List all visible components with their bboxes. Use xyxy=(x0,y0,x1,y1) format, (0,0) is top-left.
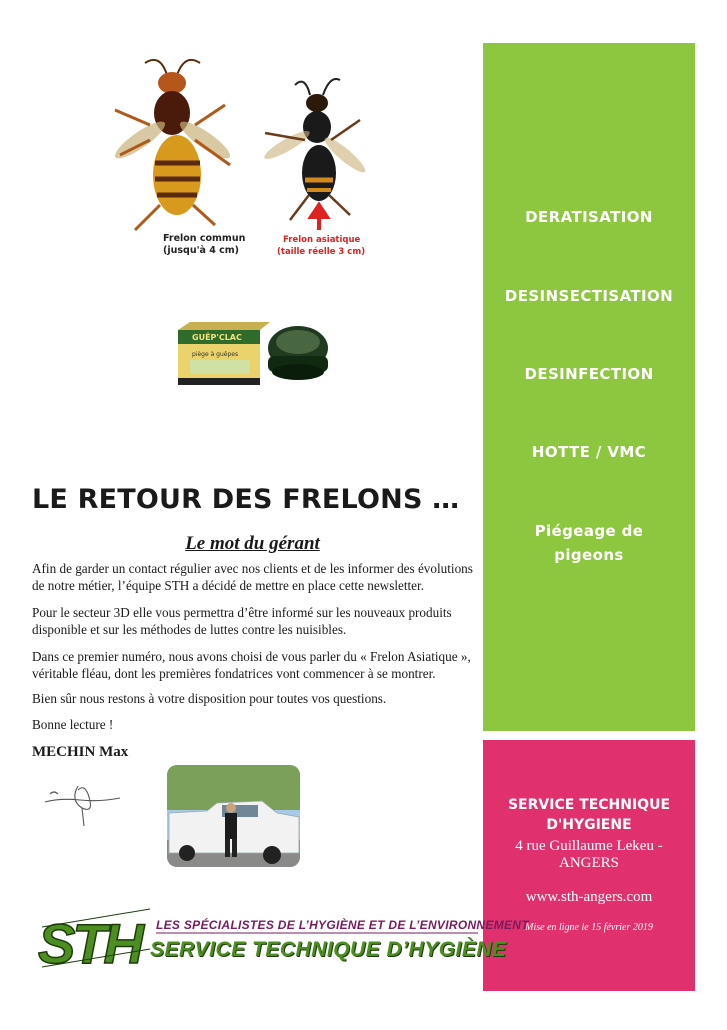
paragraph-closing: Bonne lecture ! xyxy=(32,717,114,732)
trap-brand-text: GUÊP'CLAC xyxy=(192,333,242,342)
trap-sub-text: piège à guêpes xyxy=(192,351,239,358)
address-line2: ANGERS xyxy=(558,855,619,871)
contact-panel xyxy=(483,740,695,991)
paragraph-topic: Dans ce premier numéro, nous avons choisi de vous parler du « Frelon Asiatique », véritable fléau, dont les premières fondatrices vont commencer à se montrer. xyxy=(32,649,471,681)
svg-text:STH: STH xyxy=(38,912,141,975)
asian-hornet-label: Frelon asiatique xyxy=(283,235,361,245)
logo-company-name: SERVICE TECHNIQUE D’HYGIÈNE xyxy=(150,938,507,961)
publication-date: Mise en ligne le 15 février 2019 xyxy=(525,922,653,933)
common-hornet-size: (jusqu'à 4 cm) xyxy=(163,245,239,256)
service-deratisation: DERATISATION xyxy=(525,208,653,226)
trap-box-illustration xyxy=(178,322,270,385)
company-name-line2: D'HYGIENE xyxy=(546,817,632,833)
sth-logo-mark xyxy=(38,909,150,975)
website-link[interactable]: www.sth-angers.com xyxy=(525,889,653,905)
page-title: LE RETOUR DES FRELONS … xyxy=(32,484,460,515)
red-arrow-icon xyxy=(311,205,327,230)
service-desinfection: DESINFECTION xyxy=(524,365,654,383)
service-hotte-vmc: HOTTE / VMC xyxy=(531,443,647,461)
service-piegeage-pigeons xyxy=(483,519,695,567)
asian-hornet-size: (taille réelle 3 cm) xyxy=(277,247,366,257)
signer-name: MECHIN Max xyxy=(32,744,129,760)
hornet-traps-image xyxy=(170,300,345,400)
section-heading: Le mot du gérant xyxy=(185,533,320,554)
company-name xyxy=(483,795,695,835)
paragraph-availability: Bien sûr nous restons à votre disposition pour toutes vos questions. xyxy=(32,691,387,706)
asian-hornet-illustration xyxy=(261,79,368,220)
trap-dome-illustration xyxy=(268,326,328,380)
team-photo xyxy=(167,765,300,867)
services-panel xyxy=(483,43,695,731)
service-piegeage-line1: Piégeage de xyxy=(534,522,644,540)
service-piegeage-line2: pigeons xyxy=(554,546,624,564)
hornet-comparison-image xyxy=(105,45,395,270)
common-hornet-label: Frelon commun xyxy=(163,233,246,244)
paragraph-sector: Pour le secteur 3D elle vous permettra d’être informé sur les nouveaux produits disponible et sur les méthodes de luttes contre les nuisibles. xyxy=(32,605,452,637)
company-address xyxy=(483,838,695,872)
paragraph-intro: Afin de garder un contact régulier avec nos clients et de les informer des évolutions de notre métier, l’équipe STH a décidé de mettre en place cette newsletter. xyxy=(32,561,473,593)
logo-tagline: LES SPÉCIALISTES DE L’HYGIÈNE ET DE L’ENVIRONNEMENT xyxy=(156,918,529,932)
handwritten-signature xyxy=(40,780,125,830)
service-desinsectisation: DESINSECTISATION xyxy=(504,287,674,305)
common-hornet-illustration xyxy=(111,60,234,230)
company-name-line1: SERVICE TECHNIQUE xyxy=(507,797,671,813)
address-line1: 4 rue Guillaume Lekeu - xyxy=(515,838,663,854)
